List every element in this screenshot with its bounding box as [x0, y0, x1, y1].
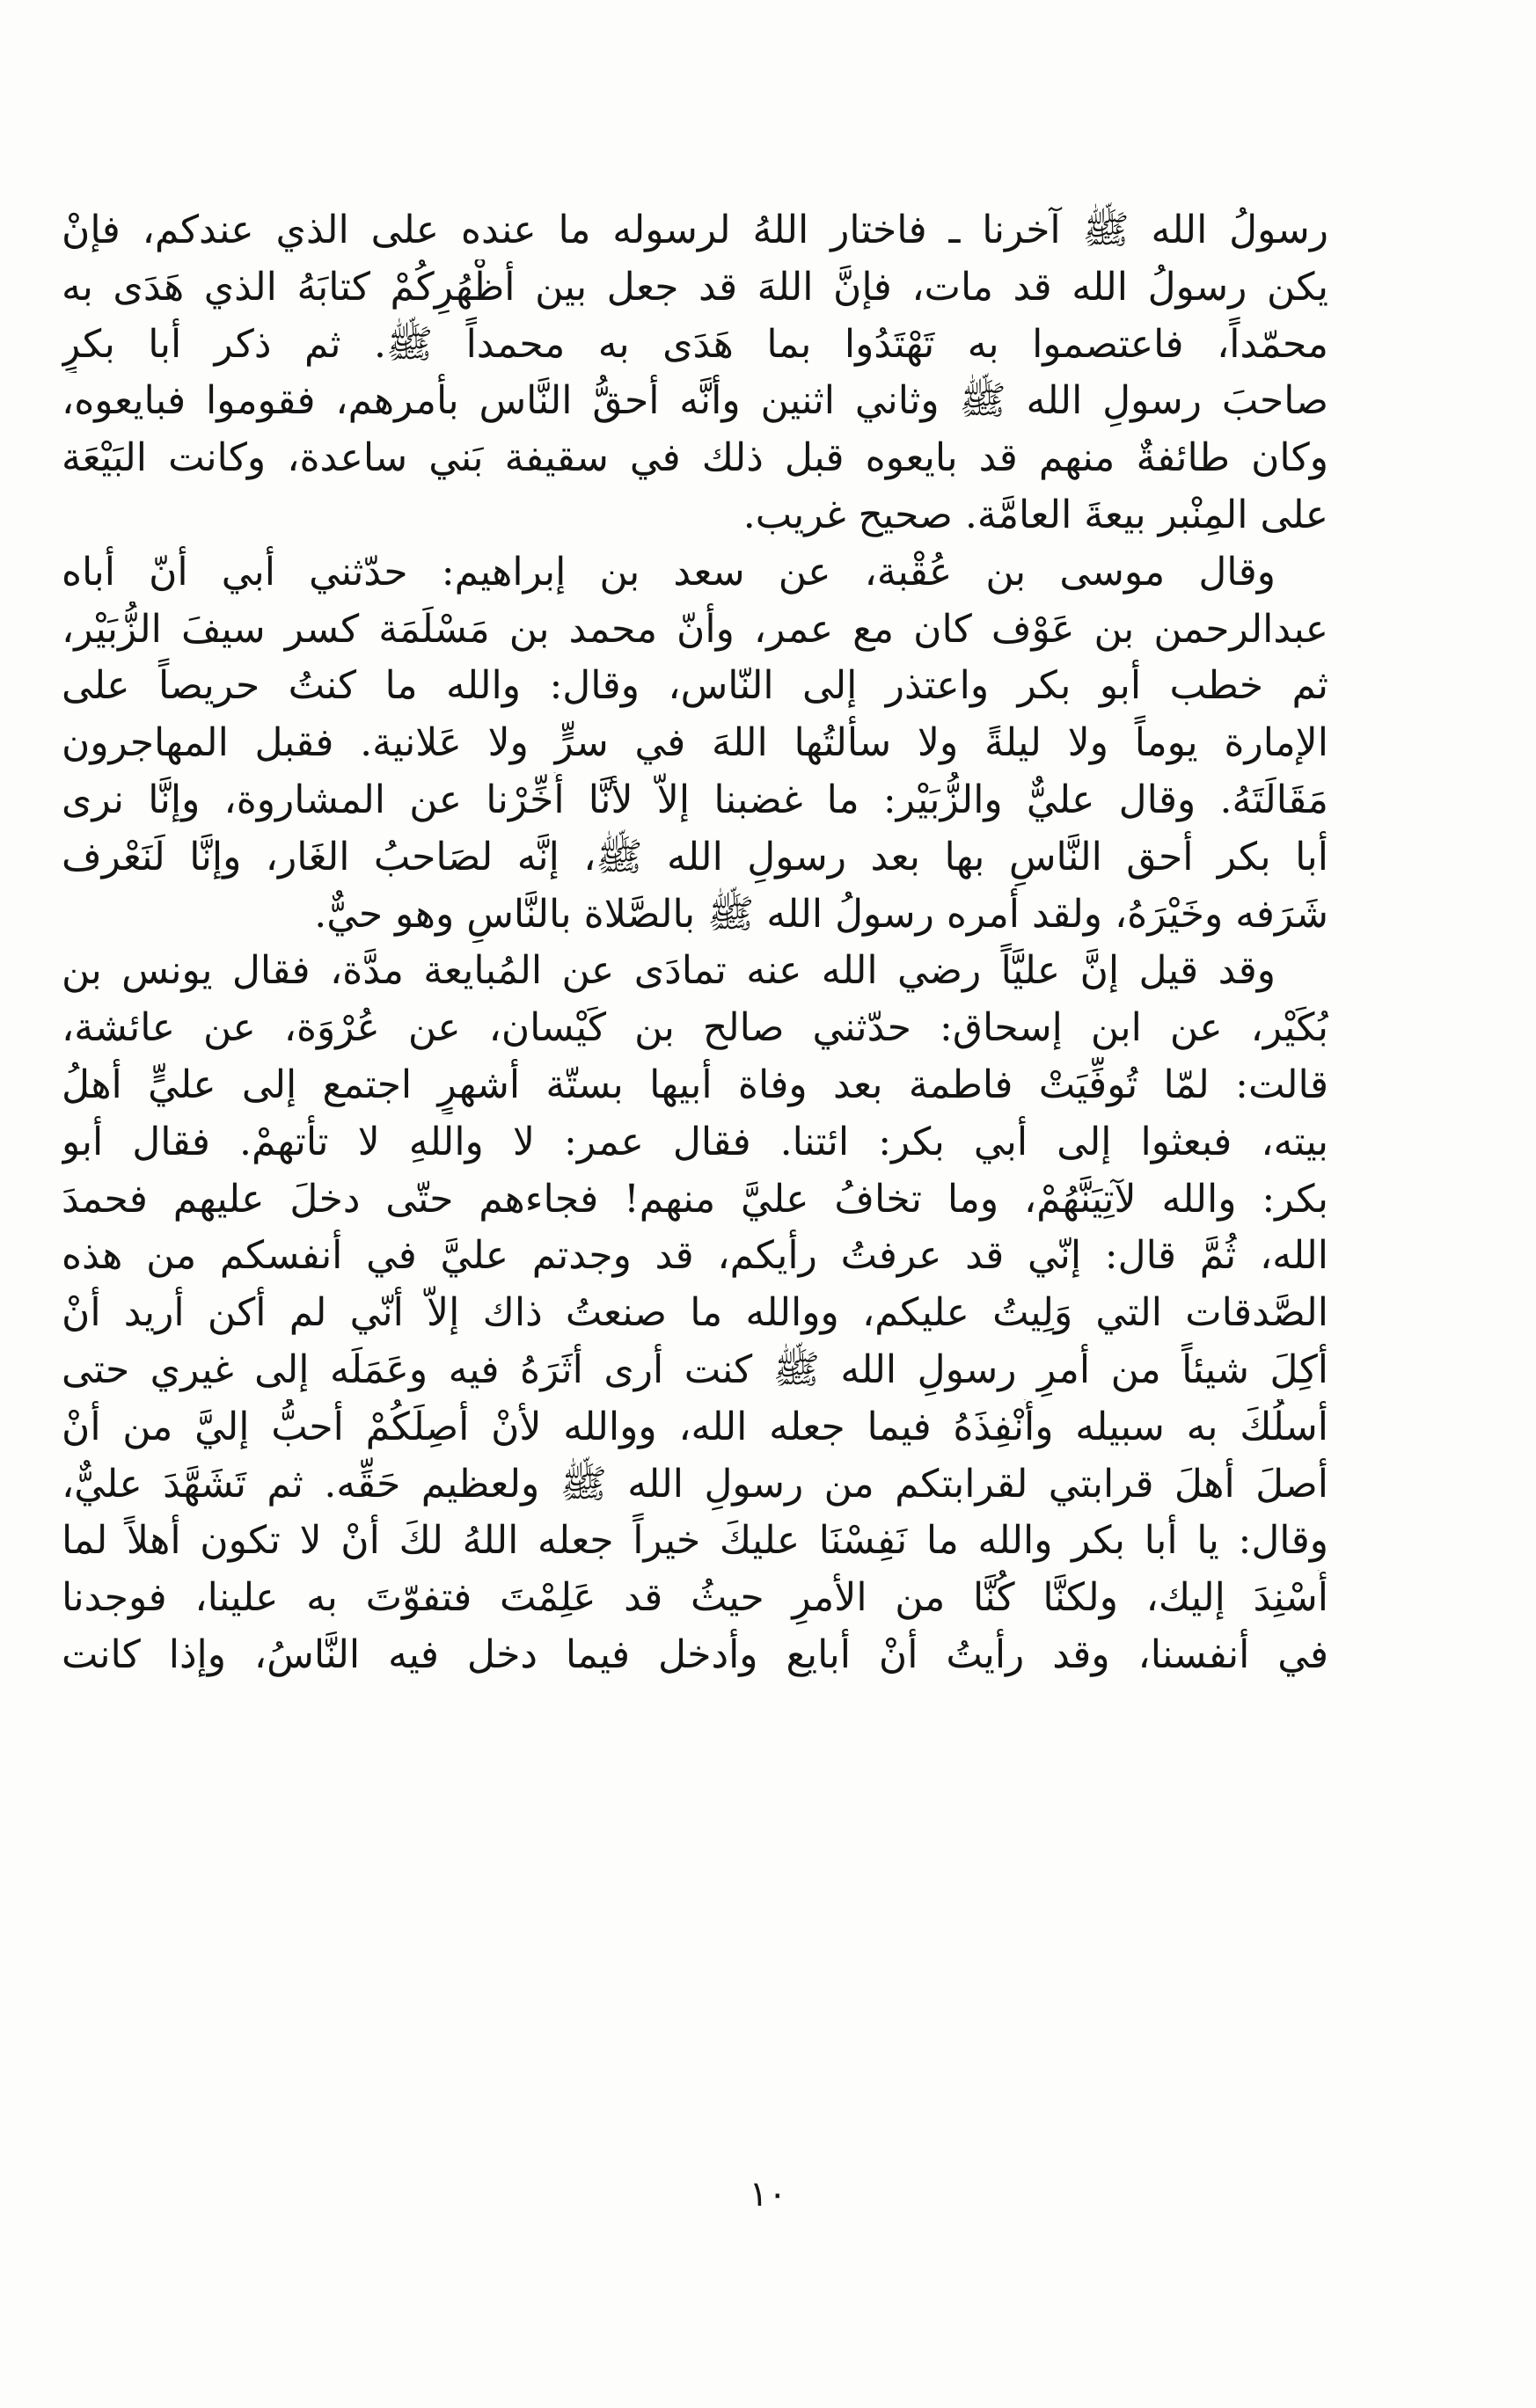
text-line: أصلَ أهلَ قرابتي لقرابتكم من رسولِ الله ﷺ ولعظيم حَقِّه. ثم تَشَهَّدَ عليٌّ،	[62, 1461, 1328, 1507]
text-line: الصَّدقات التي وَلِيتُ عليكم، ووالله ما صنعتُ ذاك إلاّ أنّي لم أكن أريد أنْ	[62, 1290, 1328, 1336]
text-line: وقال موسى بن عُقْبة، عن سعد بن إبراهيم: حدّثني أبي أنّ أباه	[62, 549, 1276, 595]
text-line: أُسْنِدَ إليك، ولكنَّا كُنَّا من الأمرِ حيثُ قد عَلِمْتَ فتفوّتَ به علينا، فوجدنا	[62, 1575, 1328, 1621]
text-line: وقد قيل إنَّ عليَّاً رضي الله عنه تمادَى عن المُبايعة مدَّة، فقال يونس بن	[62, 948, 1276, 994]
text-line: الإمارة يوماً ولا ليلةً ولا سألتُها اللهَ في سرٍّ ولا عَلانية. فقبل المهاجرون	[62, 720, 1328, 766]
text-line: في أنفسنا، وقد رأيتُ أنْ أبايع وأدخل فيما دخل فيه النَّاسُ، وإذا كانت	[62, 1631, 1328, 1677]
text-line: بكر: والله لآتِيَنَّهُمْ، وما تخافُ عليَّ منهم! فجاءهم حتّى دخلَ عليهم فحمدَ	[62, 1176, 1328, 1222]
text-line: الله، ثُمَّ قال: إنّي قد عرفتُ رأيكم، قد وجدتم عليَّ في أنفسكم من هذه	[62, 1233, 1328, 1279]
page-number: ١٠	[749, 2174, 787, 2215]
text-line: يكن رسولُ الله قد مات، فإنَّ اللهَ قد جعل بين أظْهُرِكُمْ كتابَهُ الذي هَدَى به	[62, 264, 1328, 310]
text-line: أكِلَ شيئاً من أمرِ رسولِ الله ﷺ كنت أرى أثَرَهُ فيه وعَمَلَه إلى غيري حتى	[62, 1346, 1328, 1392]
text-line: عبدالرحمن بن عَوْف كان مع عمر، وأنّ محمد بن مَسْلَمَة كسر سيفَ الزُّبَيْر،	[62, 606, 1328, 652]
arabic-text-block	[62, 202, 1328, 1684]
text-line: وكان طائفةٌ منهم قد بايعوه قبل ذلك في سقيفة بَني ساعدة، وكانت البَيْعَة	[62, 435, 1328, 481]
text-line: وقال: يا أبا بكر والله ما نَفِسْنَا عليكَ خيراً جعله اللهُ لكَ أنْ لا تكون أهلاً لما	[62, 1518, 1328, 1564]
text-line: بُكَيْر، عن ابن إسحاق: حدّثني صالح بن كَيْسان، عن عُرْوَة، عن عائشة،	[62, 1005, 1328, 1051]
text-line: أبا بكر أحق النَّاسِ بها بعد رسولِ الله ﷺ، إنَّه لصَاحبُ الغَار، وإنَّا لَنَعْرف	[62, 834, 1328, 879]
text-line: مَقَالَتَهُ. وقال عليٌّ والزُّبَيْر: ما غضبنا إلاّ لأنَّا أُخِّرْنا عن المشاروة، وإنَّا نرى	[62, 777, 1328, 822]
text-line: شَرَفه وخَيْرَهُ، ولقد أمره رسولُ الله ﷺ بالصَّلاة بالنَّاسِ وهو حيٌّ.	[314, 891, 1328, 937]
text-line: بيته، فبعثوا إلى أبي بكر: ائتنا. فقال عمر: لا واللهِ لا تأتهمْ. فقال أبو	[62, 1119, 1328, 1164]
text-line: ثم خطب أبو بكر واعتذر إلى النّاس، وقال: والله ما كنتُ حريصاً على	[62, 663, 1328, 709]
text-line: محمّداً، فاعتصموا به تَهْتَدُوا بما هَدَى به محمداً ﷺ. ثم ذكر أبا بكرٍ	[62, 321, 1328, 367]
text-line: قالت: لمّا تُوفِّيَتْ فاطمة بعد وفاة أبيها بستّة أشهرٍ اجتمع إلى عليٍّ أهلُ	[62, 1062, 1328, 1107]
text-line: رسولُ الله ﷺ آخرنا ـ فاختار اللهُ لرسوله ما عنده على الذي عندكم، فإنْ	[62, 208, 1328, 252]
text-line: أسلُكَ به سبيله وأُنْفِذَهُ فيما جعله الله، ووالله لأنْ أصِلَكُمْ أحبُّ إليَّ من أنْ	[62, 1404, 1328, 1449]
text-line: صاحبَ رسولِ الله ﷺ وثاني اثنين وأنَّه أحقُّ النَّاس بأمرهم، فقوموا فبايعوه،	[62, 378, 1328, 424]
text-line: على المِنْبر بيعةَ العامَّة. صحيح غريب.	[742, 492, 1328, 537]
